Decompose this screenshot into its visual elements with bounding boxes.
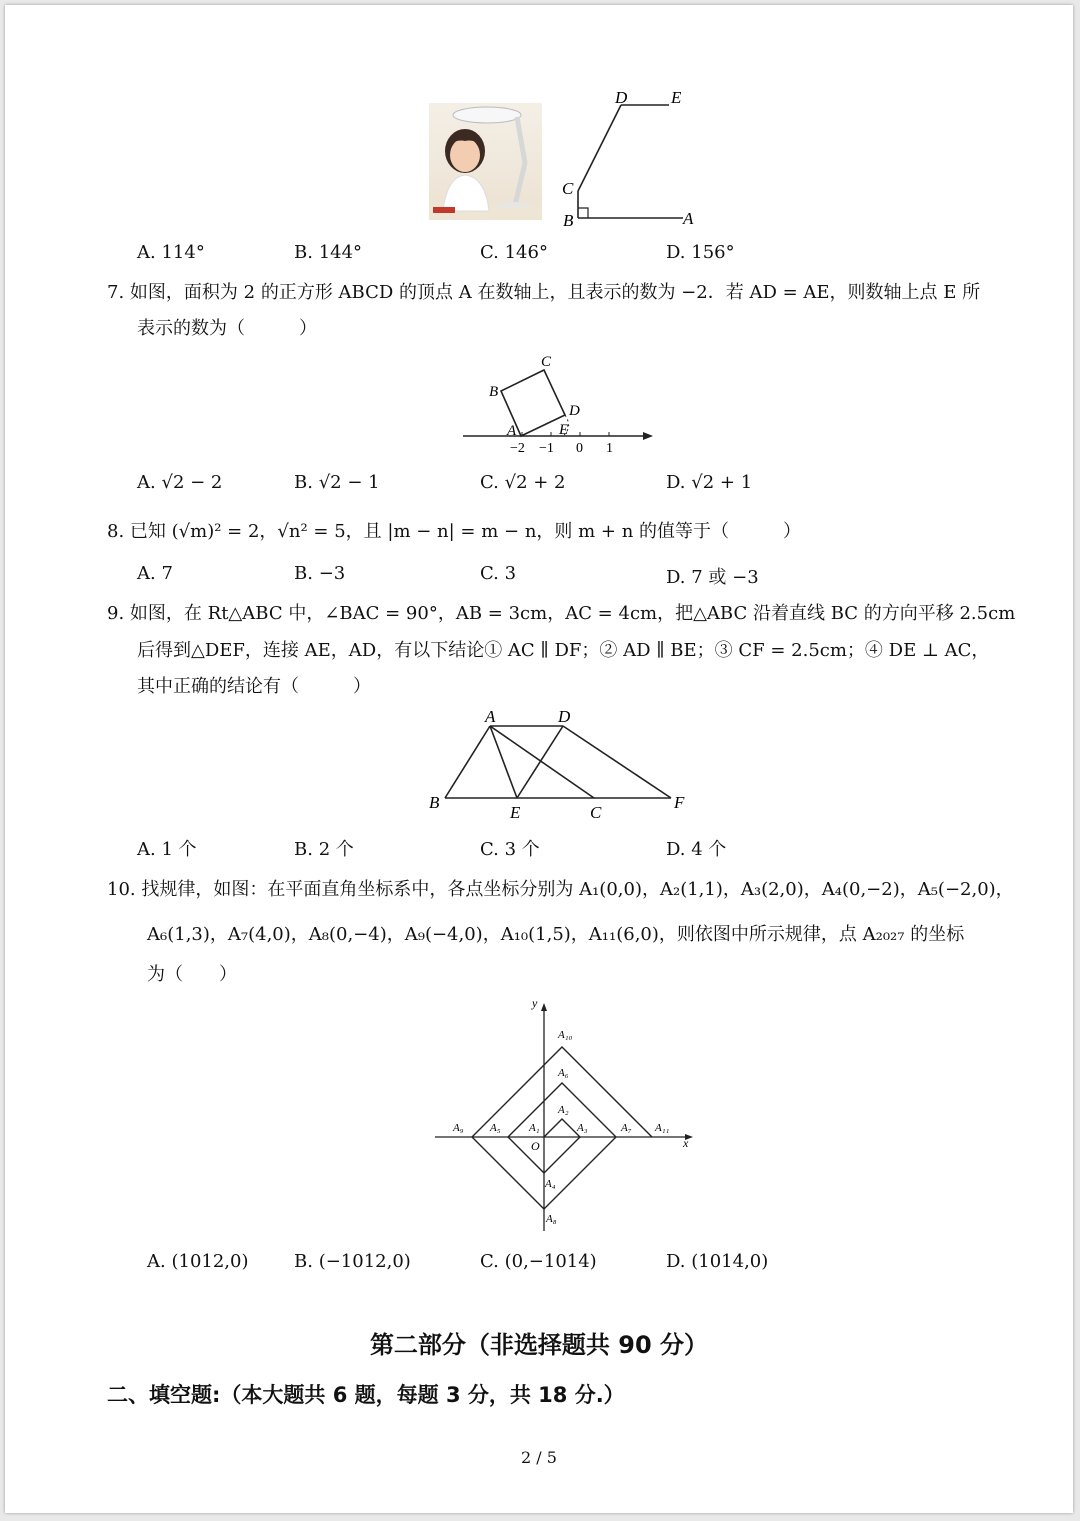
page-number: 2 / 5: [521, 1448, 557, 1467]
option-value: 2 个: [318, 839, 354, 860]
q8-option-a[interactable]: [137, 563, 173, 584]
q9-label-C: C: [590, 803, 602, 822]
q6-label-A: A: [683, 209, 694, 228]
q8-option-d[interactable]: [666, 563, 759, 589]
q9-label-F: F: [674, 793, 685, 812]
q10-label-A7: A₇: [621, 1122, 632, 1134]
q9-triangle-translation-figure: [423, 705, 693, 825]
q10-option-c[interactable]: [480, 1251, 597, 1272]
q6-option-a[interactable]: [137, 242, 205, 263]
option-letter: A.: [137, 563, 156, 584]
q7-tick-minus1: −1: [539, 441, 554, 456]
option-letter: B.: [294, 472, 313, 493]
q9-stem-line2: 后得到△DEF，连接 AE，AD，有以下结论① AC ∥ DF；② AD ∥ BE；③ CF = 2.5cm；④ DE ⊥ AC，: [137, 640, 990, 661]
q7-option-b[interactable]: [294, 472, 380, 493]
option-value: √2 + 2: [504, 472, 566, 493]
q6-option-b[interactable]: [294, 242, 362, 263]
q9-stem-line3: 其中正确的结论有（ ）: [137, 676, 371, 697]
q9-option-d[interactable]: [666, 835, 726, 861]
option-value: 1 个: [161, 839, 197, 860]
q6-label-B: B: [563, 211, 574, 230]
q10-axis-x: x: [683, 1136, 689, 1150]
q6-label-D: D: [615, 88, 628, 107]
q9-label-D: D: [558, 707, 571, 726]
q9-option-c[interactable]: [480, 835, 540, 861]
option-value: (−1012,0): [318, 1251, 411, 1272]
option-letter: C.: [480, 1251, 499, 1272]
q10-origin-O: O: [531, 1139, 540, 1153]
option-letter: A.: [147, 1251, 166, 1272]
option-value: 4 个: [691, 839, 727, 860]
q10-label-A9: A₉: [453, 1122, 464, 1134]
q7-label-E: E: [559, 422, 569, 438]
q10-stem-line2: A₆(1,3)，A₇(4,0)，A₈(0,−4)，A₉(−4,0)，A₁₀(1,5)，A₁₁(6,0)，则依图中所示规律，点 A₂₀₂₇ 的坐标: [147, 924, 965, 945]
q6-label-C: C: [562, 179, 574, 198]
option-value: −3: [318, 563, 346, 584]
option-value: 114°: [161, 242, 205, 263]
option-letter: C.: [480, 563, 499, 584]
option-letter: D.: [666, 839, 686, 860]
q10-stem-line3: 为（ ）: [147, 964, 237, 985]
q10-label-A6: A₆: [558, 1067, 569, 1079]
q10-option-d[interactable]: [666, 1251, 768, 1272]
q8-option-b[interactable]: [294, 563, 345, 584]
option-value: 3 个: [504, 839, 540, 860]
girl-with-lamp-photo: [429, 103, 542, 220]
question-number: 9.: [107, 603, 125, 624]
option-letter: D.: [666, 242, 686, 263]
q9-label-B: B: [429, 793, 440, 812]
q7-label-B: B: [489, 384, 499, 400]
q6-geometry-figure: [555, 83, 705, 233]
q7-tick-minus2: −2: [510, 441, 525, 456]
q6-option-c[interactable]: [480, 242, 548, 263]
q10-stem-line1: [107, 875, 1014, 901]
option-value: 7: [161, 563, 173, 584]
option-letter: C.: [480, 472, 499, 493]
option-letter: D.: [666, 567, 686, 588]
option-letter: A.: [137, 242, 156, 263]
exam-page: [5, 5, 1073, 1513]
q7-option-c[interactable]: [480, 472, 566, 493]
q10-label-A3: A₃: [577, 1122, 588, 1134]
option-letter: B.: [294, 242, 313, 263]
section2-title: 二、填空题:（本大题共 6 题，每题 3 分，共 18 分.）: [107, 1383, 625, 1407]
q10-label-A11: A₁₁: [655, 1122, 670, 1134]
option-value: 146°: [504, 242, 548, 263]
question-text: 如图，面积为 2 的正方形 ABCD 的顶点 A 在数轴上，且表示的数为 −2．若 AD = AE，则数轴上点 E 所: [129, 282, 981, 303]
option-value: 3: [504, 563, 517, 584]
q9-option-b[interactable]: [294, 835, 354, 861]
q7-square-numberline-figure: [455, 345, 660, 460]
q9-label-E: E: [510, 803, 521, 822]
question-text: 已知 (√m)² = 2，√n² = 5，且 |m − n| = m − n，则 m + n 的值等于（ ）: [129, 521, 802, 542]
option-value: √2 − 1: [318, 472, 380, 493]
q7-option-d[interactable]: [666, 472, 752, 493]
option-letter: C.: [480, 242, 499, 263]
option-value: 144°: [318, 242, 363, 263]
q6-label-E: E: [671, 88, 682, 107]
option-letter: A.: [137, 472, 156, 493]
option-value: √2 − 2: [161, 472, 223, 493]
q10-axis-y: y: [532, 996, 538, 1010]
q10-option-b[interactable]: [294, 1251, 411, 1272]
q10-coordinate-pattern-figure: [425, 995, 705, 1235]
q7-stem-line1: [107, 278, 980, 304]
option-letter: B.: [294, 839, 313, 860]
option-value: (1014,0): [691, 1251, 769, 1272]
option-letter: B.: [294, 563, 313, 584]
option-letter: D.: [666, 1251, 686, 1272]
question-number: 10.: [107, 879, 136, 900]
q7-stem-line2: 表示的数为（ ）: [137, 318, 317, 339]
q7-option-a[interactable]: [137, 472, 222, 493]
q8-stem-line1: [107, 517, 801, 543]
q7-tick-0: 0: [576, 441, 583, 456]
option-value: 156°: [691, 242, 735, 263]
q7-label-C: C: [541, 354, 552, 370]
q9-label-A: A: [485, 707, 496, 726]
option-value: (0,−1014): [504, 1251, 597, 1272]
q8-option-c[interactable]: [480, 563, 516, 584]
q7-label-D: D: [569, 403, 580, 419]
q10-label-A4: A₄: [545, 1178, 556, 1190]
q10-label-A8: A₈: [546, 1213, 557, 1225]
q6-option-d[interactable]: [666, 242, 735, 263]
option-value: √2 + 1: [691, 472, 753, 493]
q7-label-A: A: [507, 423, 517, 439]
question-number: 7.: [107, 282, 125, 303]
q10-label-A10: A₁₀: [558, 1029, 573, 1041]
q7-tick-1: 1: [606, 441, 613, 456]
question-number: 8.: [107, 521, 125, 542]
part2-title: 第二部分（非选择题共 90 分）: [369, 1331, 709, 1359]
option-letter: A.: [137, 839, 156, 860]
q10-label-A2: A₂: [558, 1104, 569, 1116]
option-value: 7 或 −3: [691, 567, 759, 588]
option-letter: B.: [294, 1251, 313, 1272]
q9-option-a[interactable]: [137, 835, 197, 861]
q10-label-A5: A₅: [490, 1122, 501, 1134]
option-letter: D.: [666, 472, 686, 493]
option-value: (1012,0): [171, 1251, 249, 1272]
q10-option-a[interactable]: [147, 1251, 249, 1272]
q10-label-A1: A₁: [529, 1122, 540, 1134]
question-text: 找规律，如图：在平面直角坐标系中，各点坐标分别为 A₁(0,0)，A₂(1,1)，A₃(2,0)，A₄(0,−2)，A₅(−2,0)，: [141, 879, 1014, 900]
question-text: 如图，在 Rt△ABC 中，∠BAC = 90°，AB = 3cm，AC = 4cm，把△ABC 沿着直线 BC 的方向平移 2.5cm: [129, 603, 1016, 624]
q9-stem-line1: [107, 599, 1015, 625]
option-letter: C.: [480, 839, 499, 860]
